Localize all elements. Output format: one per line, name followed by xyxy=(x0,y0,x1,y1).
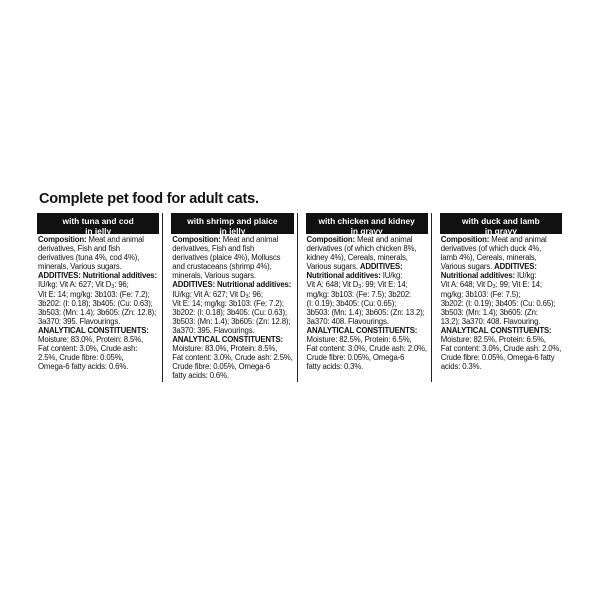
text-segment: Fat content: 3.0%, Crude ash: 2.0%, xyxy=(440,344,562,354)
variety-header xyxy=(37,213,159,234)
text-segment: Nutritional additives: xyxy=(440,271,515,281)
description-line xyxy=(307,262,428,271)
text-segment: Omega-6 fatty acids: 0.6%. xyxy=(38,362,129,372)
description-line xyxy=(172,326,293,335)
text-segment: : 99; Vit E: 14; xyxy=(361,280,408,290)
variety-header xyxy=(440,213,562,234)
text-segment: 13.2); 3a370: 408. Flavouring. xyxy=(440,316,541,326)
subscript: 3 xyxy=(492,284,496,291)
text-segment: Moisture: 82.5%, Protein: 6.5%, xyxy=(306,335,412,345)
text-segment: 3b202: (I: 0.19); 3b405: (Cu: 0.65); xyxy=(440,298,556,308)
description-line xyxy=(172,235,293,244)
description-line xyxy=(307,326,428,335)
text-segment: ANALYTICAL CONSTITUENTS: xyxy=(306,325,418,335)
description-line xyxy=(441,290,562,299)
description-line xyxy=(441,235,562,244)
subscript: 3 xyxy=(358,284,362,291)
text-segment: and crustaceans (shrimp 4%), xyxy=(172,262,272,272)
description-line xyxy=(38,353,159,362)
description-line xyxy=(307,344,428,353)
description-line xyxy=(307,253,428,262)
text-segment: fatty acids: 0.3%. xyxy=(306,362,364,372)
text-segment: Crude fibre: 0.05%, Omega-6 fatty xyxy=(440,353,555,363)
text-segment: Meat and animal xyxy=(354,235,413,244)
description-line xyxy=(307,290,428,299)
description-line xyxy=(172,271,293,280)
description-line xyxy=(172,244,293,253)
description-line xyxy=(307,353,428,362)
text-segment: Vit A: 648; Vit D xyxy=(440,280,493,290)
variety-column xyxy=(37,213,163,382)
description-line xyxy=(441,344,562,353)
text-segment: derivatives (of which duck 4%, xyxy=(440,244,542,254)
description-line xyxy=(441,271,562,280)
text-segment: 3b503: (Mn: 1.4); 3b605: (Zn: 12.8); xyxy=(172,316,291,326)
description-line xyxy=(441,362,562,371)
description-line xyxy=(441,299,562,308)
description-line xyxy=(172,262,293,271)
description-line xyxy=(38,271,159,280)
description-line xyxy=(38,235,159,244)
description-line xyxy=(307,244,428,253)
variety-header xyxy=(306,213,428,234)
text-segment: Moisture: 82.5%, Protein: 6.5%, xyxy=(440,335,546,345)
description-line xyxy=(441,253,562,262)
text-segment: ADDITIVES: Nutritional additives: xyxy=(172,280,292,290)
text-segment: Crude fibre: 0.05%, Omega-6 xyxy=(306,353,405,363)
text-segment: IU/kg: xyxy=(515,271,537,281)
description-line xyxy=(38,262,159,271)
text-segment: Various sugars. xyxy=(440,262,495,272)
description-line xyxy=(441,335,562,344)
text-segment: mg/kg: 3b103: (Fe: 7.5); 3b202: xyxy=(306,289,412,299)
description-line xyxy=(38,326,159,335)
text-segment: 3a370: 395. Flavourings. xyxy=(38,316,121,326)
text-segment: derivatives, Fish and fish xyxy=(38,244,120,254)
text-segment: minerals, Various sugars. xyxy=(172,271,256,281)
description-line xyxy=(307,362,428,371)
description-line xyxy=(38,362,159,371)
text-segment: Vit E: 14; mg/kg: 3b103: (Fe: 7.2); xyxy=(38,289,150,299)
text-segment: Composition: xyxy=(440,235,490,244)
variety-description xyxy=(37,235,159,372)
text-segment: Crude fibre: 0.05%, Omega-6 xyxy=(172,362,271,372)
text-segment: ANALYTICAL CONSTITUENTS: xyxy=(172,335,284,345)
text-segment: ANALYTICAL CONSTITUENTS: xyxy=(440,325,552,335)
text-segment: Composition: xyxy=(38,235,87,244)
description-line xyxy=(38,317,159,326)
description-line xyxy=(38,280,159,289)
text-segment: Fat content: 3.0%, Crude ash: 2.0%, xyxy=(306,344,427,354)
description-line xyxy=(307,299,428,308)
text-segment: kidney 4%), Cereals, minerals, xyxy=(306,253,408,263)
text-segment: : 96; xyxy=(248,289,263,299)
description-line xyxy=(441,353,562,362)
pet-food-label xyxy=(37,191,565,382)
subscript: 3 xyxy=(245,293,249,300)
description-line xyxy=(38,244,159,253)
description-line xyxy=(38,299,159,308)
variety-header xyxy=(171,213,293,234)
text-segment: Nutritional additives: xyxy=(306,271,381,281)
description-line xyxy=(307,235,428,244)
description-line xyxy=(441,280,562,289)
text-segment: ADDITIVES: xyxy=(494,262,537,272)
description-line xyxy=(307,280,428,289)
text-segment: 3b503: (Mn: 1.4); 3b605: (Zn: 13.2); xyxy=(306,307,425,317)
description-line xyxy=(441,244,562,253)
text-segment: lamb 4%), Cereals, minerals, xyxy=(440,253,537,263)
variety-header-line: with shrimp and plaice xyxy=(187,216,278,226)
description-line xyxy=(441,308,562,317)
text-segment: Composition: xyxy=(172,235,221,244)
text-segment: IU/kg: Vit A: 627; Vit D xyxy=(38,280,112,290)
description-line xyxy=(38,308,159,317)
text-segment: Various sugars. xyxy=(306,262,360,272)
description-line xyxy=(38,253,159,262)
variety-header-line: in jelly xyxy=(219,226,246,236)
description-line xyxy=(441,326,562,335)
description-line xyxy=(172,290,293,299)
text-segment: Moisture: 83.0%, Protein: 8.5%, xyxy=(38,335,143,345)
text-segment: 3b503: (Mn: 1.4); 3b605: (Zn: 12.8); xyxy=(38,307,157,317)
variety-column xyxy=(306,213,432,382)
description-line xyxy=(307,335,428,344)
description-line xyxy=(441,262,562,271)
description-line xyxy=(307,271,428,280)
text-segment: Fat content: 3.0%, Crude ash: xyxy=(38,344,138,354)
text-segment: derivatives (of which chicken 8%, xyxy=(306,244,417,254)
text-segment: 3a370: 395. Flavourings. xyxy=(172,325,255,335)
description-line xyxy=(307,308,428,317)
text-segment: derivatives (tuna 4%, cod 4%), xyxy=(38,253,140,263)
text-segment: ANALYTICAL CONSTITUENTS: xyxy=(38,325,149,335)
description-line xyxy=(172,308,293,317)
description-line xyxy=(172,344,293,353)
text-segment: acids: 0.3%. xyxy=(440,362,482,372)
description-line xyxy=(172,317,293,326)
variety-description xyxy=(171,235,293,382)
variety-header-line: with duck and lamb xyxy=(462,216,540,226)
variety-header-line: in gravy xyxy=(484,226,517,236)
text-segment: ADDITIVES: xyxy=(359,262,403,272)
text-segment: IU/kg: xyxy=(380,271,403,281)
text-segment: derivatives, Fish and fish xyxy=(172,244,255,254)
variety-description xyxy=(440,235,562,372)
description-line xyxy=(307,317,428,326)
text-segment: Fat content: 3.0%, Crude ash: 2.5%, xyxy=(172,353,293,363)
text-segment: : 99; Vit E: 14; xyxy=(495,280,542,290)
text-segment: Meat and animal xyxy=(489,235,547,244)
description-line xyxy=(172,335,293,344)
description-line xyxy=(172,353,293,362)
text-segment: Composition: xyxy=(306,235,355,244)
text-segment: (I: 0.19); 3b405: (Cu: 0.65); xyxy=(306,298,397,308)
text-segment: Vit E: 14; mg/kg: 3b103: (Fe: 7.2); xyxy=(172,298,284,308)
variety-header-line: with tuna and cod xyxy=(62,216,134,226)
description-line xyxy=(172,280,293,289)
text-segment: fatty acids: 0.6%. xyxy=(172,371,229,381)
text-segment: mg/kg: 3b103: (Fe: 7.5); xyxy=(440,289,521,299)
variety-column xyxy=(171,213,297,382)
description-line xyxy=(172,362,293,371)
text-segment: Meat and animal xyxy=(220,235,279,244)
label-title: Complete pet food for adult cats. xyxy=(39,191,259,207)
variety-column xyxy=(440,213,565,382)
subscript: 3 xyxy=(111,284,115,291)
text-segment: 3b202: (I: 0.18); 3b405: (Cu: 0.63); xyxy=(38,298,153,308)
text-segment: 3b503: (Mn: 1.4); 3b605: (Zn: xyxy=(440,307,538,317)
text-segment: Vit A: 648; Vit D xyxy=(306,280,359,290)
description-line xyxy=(38,335,159,344)
description-line xyxy=(172,299,293,308)
text-segment: 2.5%, Crude fibre: 0.05%, xyxy=(38,353,124,363)
variety-description xyxy=(306,235,428,372)
description-line xyxy=(38,344,159,353)
text-segment: minerals, Various sugars. xyxy=(38,262,122,272)
text-segment: 3a370: 408. Flavourings. xyxy=(306,316,389,326)
text-segment: Meat and animal xyxy=(86,235,144,244)
text-segment: IU/kg: Vit A: 627; Vit D xyxy=(172,289,246,299)
description-line xyxy=(441,317,562,326)
text-segment: Moisture: 83.0%, Protein: 8.5%, xyxy=(172,344,278,354)
text-segment: derivatives (plaice 4%), Molluscs xyxy=(172,253,281,263)
text-segment: 3b202: (I: 0.18); 3b405: (Cu: 0.63); xyxy=(172,307,287,317)
variety-header-line: in jelly xyxy=(85,226,112,236)
variety-header-line: with chicken and kidney xyxy=(318,216,415,226)
description-line xyxy=(38,290,159,299)
variety-columns xyxy=(37,213,565,382)
description-line xyxy=(172,371,293,380)
text-segment: ADDITIVES: Nutritional additives: xyxy=(38,271,157,281)
description-line xyxy=(172,253,293,262)
text-segment: : 96; xyxy=(114,280,129,290)
variety-header-line: in gravy xyxy=(350,226,383,236)
